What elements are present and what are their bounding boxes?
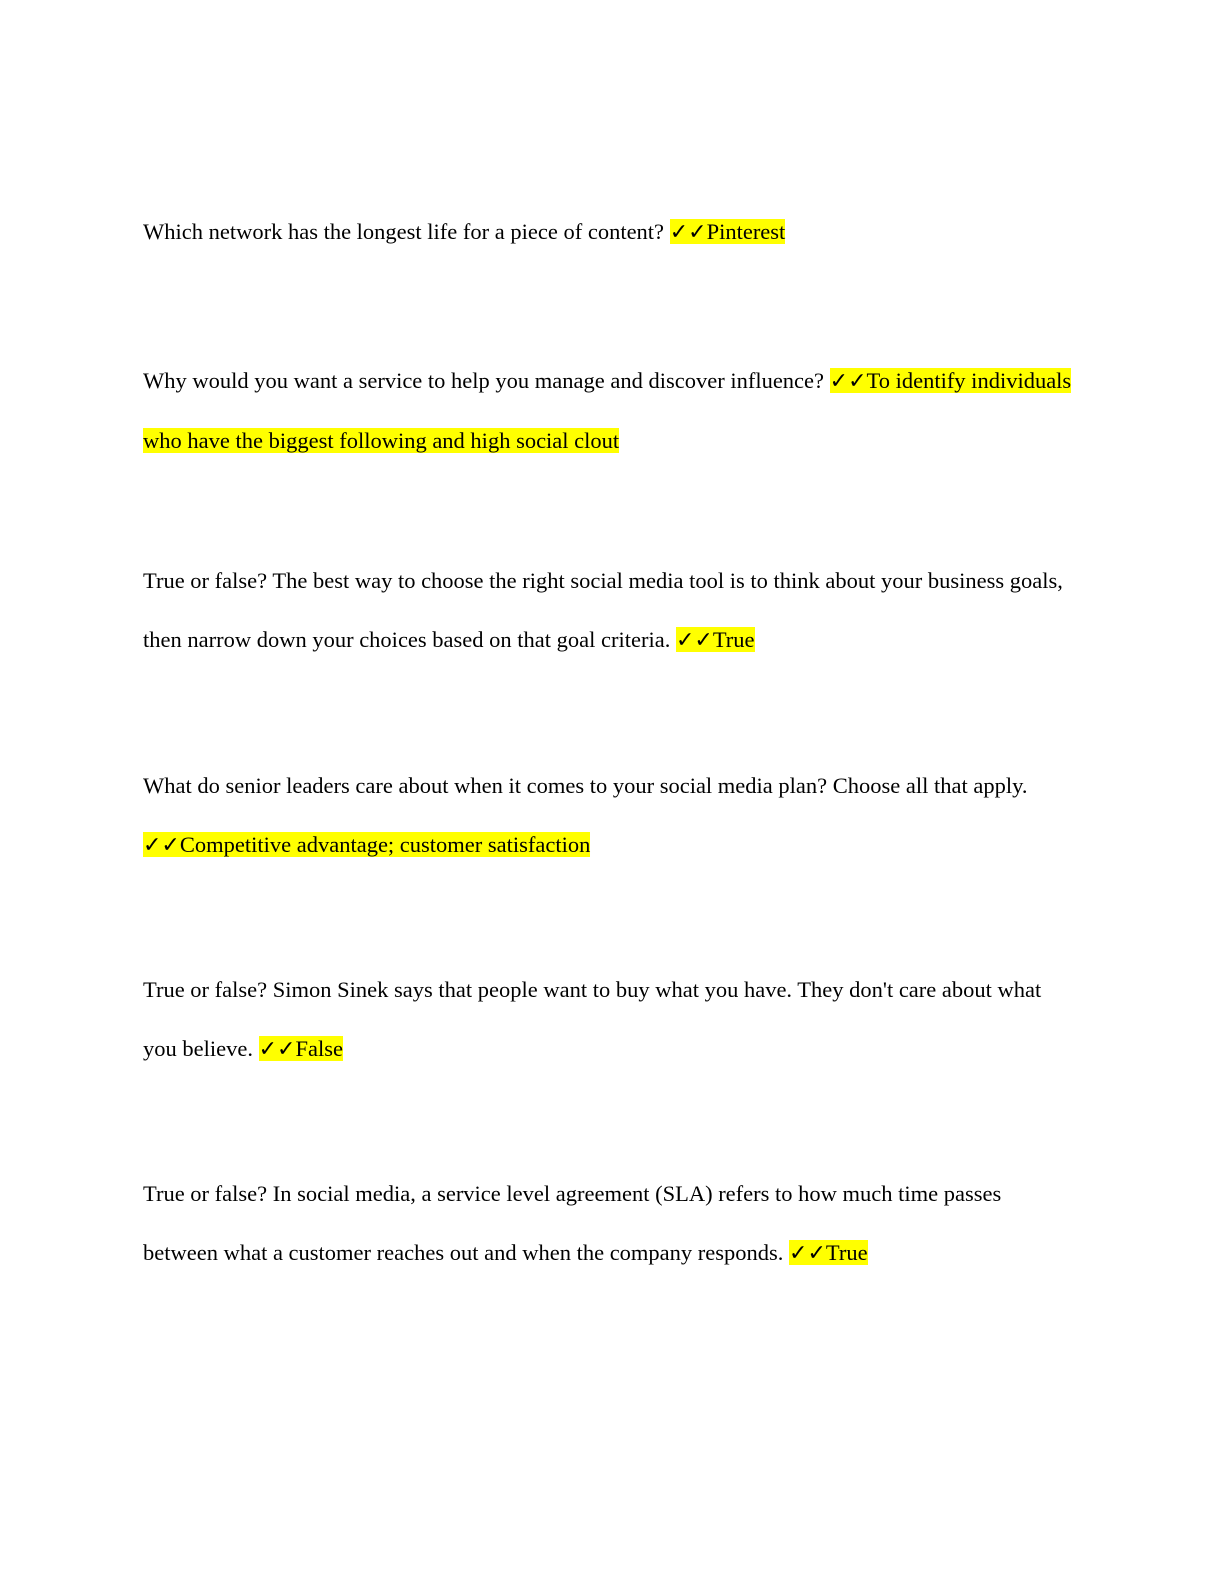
answer-highlight	[143, 832, 590, 857]
question-answer-item	[143, 1164, 1073, 1283]
question-text: True or false? Simon Sinek says that people want to buy what you have. They don't care about what you believe.	[143, 977, 1042, 1061]
double-check-icon: ✓✓	[258, 1037, 296, 1062]
question-answer-item	[143, 202, 1073, 262]
answer-text: True	[712, 627, 755, 652]
double-check-icon: ✓✓	[829, 369, 867, 394]
double-check-icon: ✓✓	[143, 833, 180, 858]
question-text: Why would you want a service to help you manage and discover influence?	[143, 368, 830, 393]
answer-highlight	[259, 1036, 343, 1061]
question-text: What do senior leaders care about when it comes to your social media plan? Choose all that apply.	[143, 773, 1028, 798]
answer-highlight	[676, 627, 755, 652]
answer-text: To identify individuals who have the biggest following and high social clout	[143, 368, 1072, 453]
question-answer-item	[143, 351, 1073, 470]
answer-text: True	[825, 1240, 868, 1265]
double-check-icon: ✓✓	[675, 628, 713, 653]
question-answer-item	[143, 551, 1073, 670]
question-text: True or false? In social media, a service level agreement (SLA) refers to how much time passes between what a customer reaches out and when the company responds.	[143, 1181, 1002, 1265]
question-answer-item	[143, 960, 1073, 1079]
answer-highlight	[789, 1240, 868, 1265]
question-text: True or false? The best way to choose the right social media tool is to think about your business goals, then narrow down your choices based on that goal criteria.	[143, 568, 1063, 652]
question-text: Which network has the longest life for a piece of content?	[143, 219, 670, 244]
answer-text: Pinterest	[706, 219, 786, 244]
double-check-icon: ✓✓	[669, 220, 707, 245]
answer-text: False	[295, 1036, 343, 1061]
question-answer-item	[143, 756, 1073, 875]
answer-text: Competitive advantage; customer satisfaction	[179, 832, 591, 857]
answer-highlight	[670, 219, 786, 244]
double-check-icon: ✓✓	[789, 1241, 826, 1266]
